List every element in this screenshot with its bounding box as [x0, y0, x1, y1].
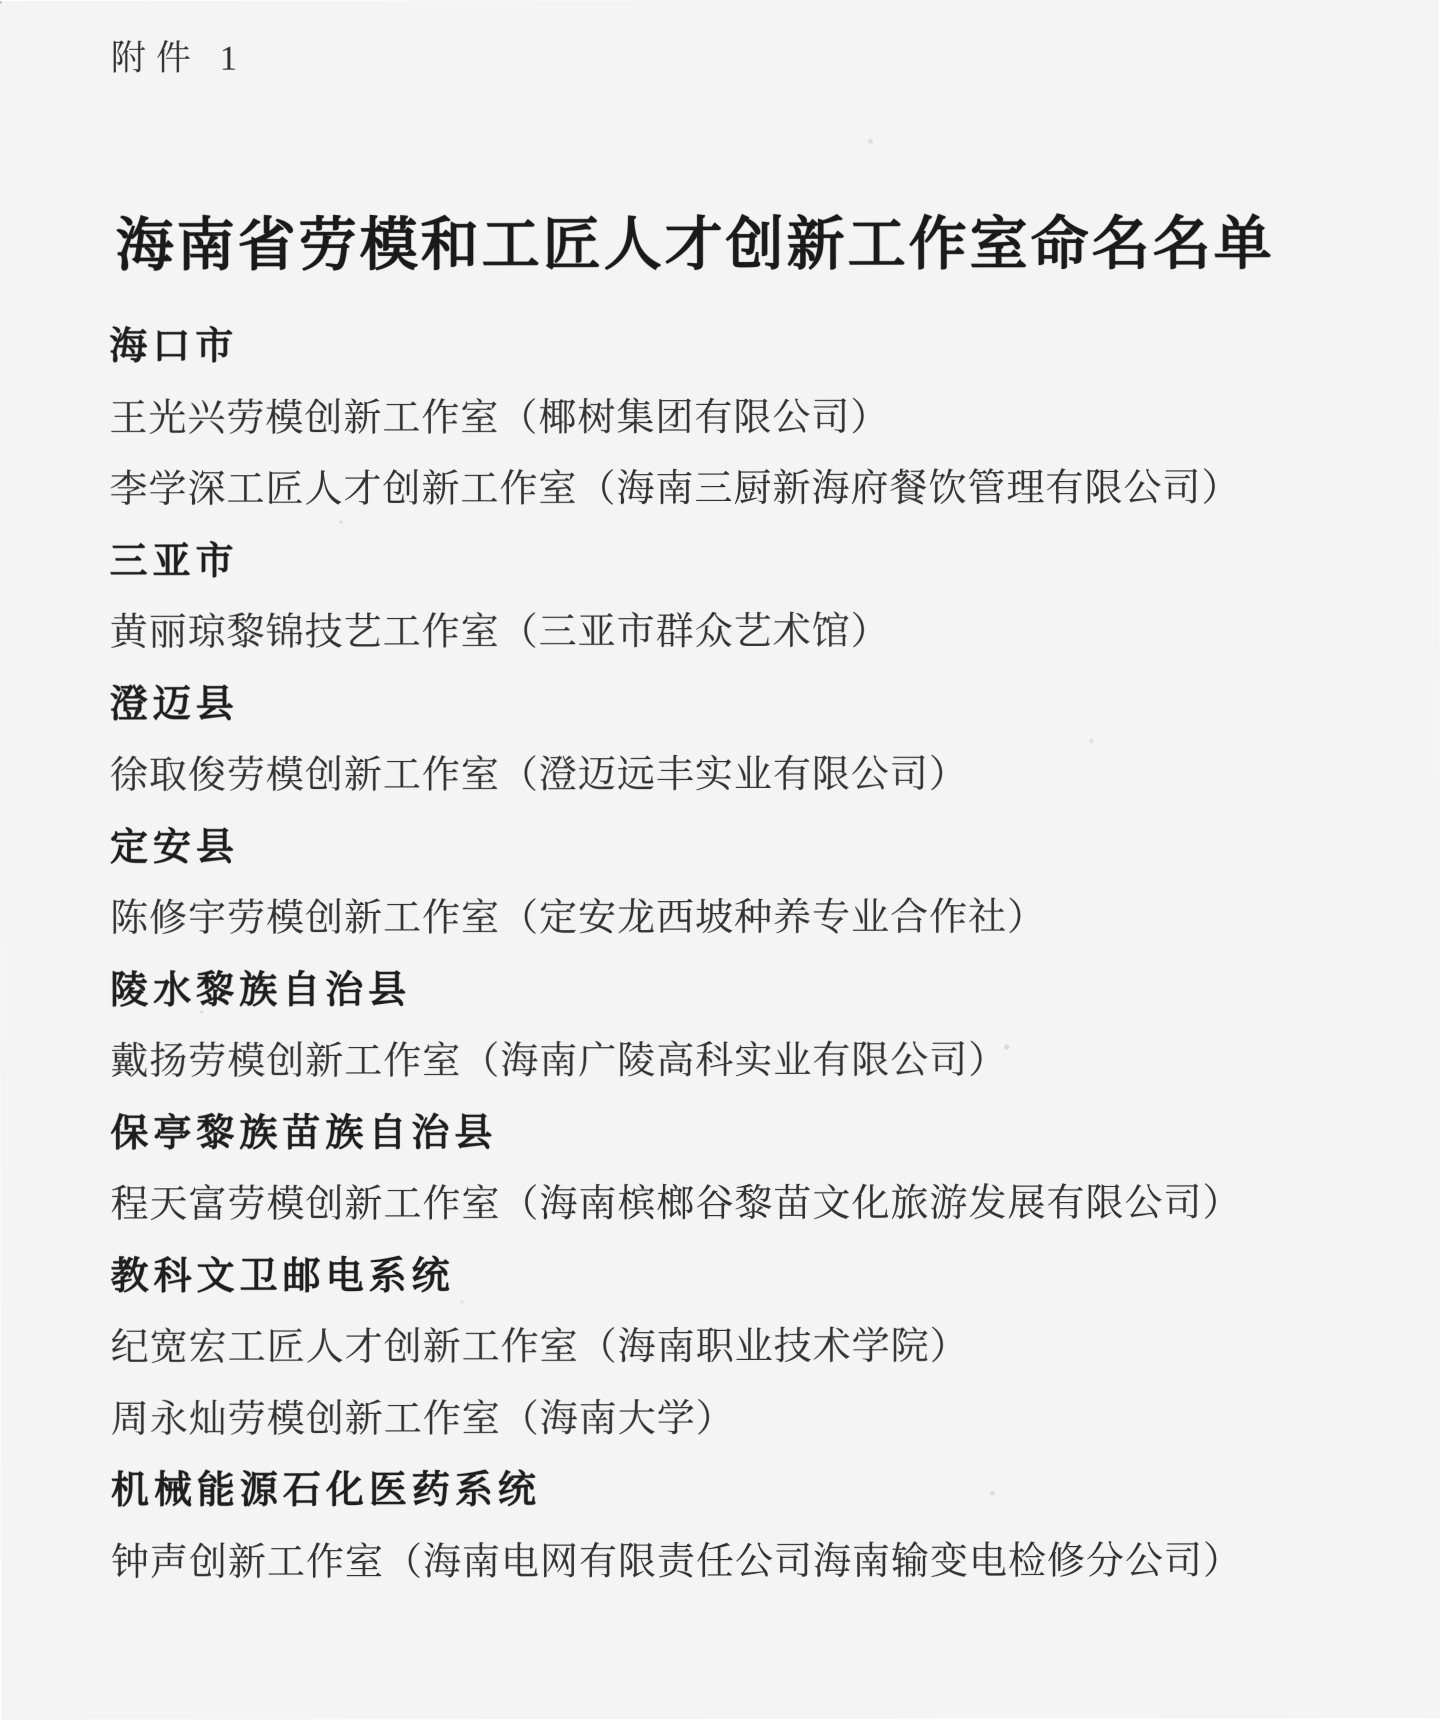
studio-item: 黄丽琼黎锦技艺工作室（三亚市群众艺术馆） — [109, 611, 890, 655]
scan-noise-specks — [0, 1, 2, 4]
studio-item: 徐取俊劳模创新工作室（澄迈远丰实业有限公司） — [109, 753, 968, 798]
section-header-machinery-energy-system: 机械能源石化医药系统 — [110, 1469, 541, 1513]
section-header-haikou: 海口市 — [109, 325, 239, 369]
studio-item: 李学深工匠人才创新工作室（海南三厨新海府餐饮管理有限公司） — [109, 467, 1241, 512]
section-header-education-system: 教科文卫邮电系统 — [110, 1255, 455, 1298]
studio-item: 王光兴劳模创新工作室（椰树集团有限公司） — [109, 396, 890, 440]
studio-item: 戴扬劳模创新工作室（海南广陵高科实业有限公司） — [110, 1039, 1008, 1084]
section-header-baoting: 保亭黎族苗族自治县 — [110, 1112, 498, 1155]
section-header-lingshui: 陵水黎族自治县 — [110, 969, 412, 1012]
section-header-dingan: 定安县 — [109, 826, 240, 869]
studio-item: 钟声创新工作室（海南电网有限责任公司海南输变电检修分公司） — [110, 1540, 1243, 1584]
studio-item: 陈修宇劳模创新工作室（定安龙西坡种养专业合作社） — [110, 896, 1047, 941]
workstudio-list — [109, 305, 1381, 1594]
section-header-sanya: 三亚市 — [109, 540, 239, 583]
studio-item: 程天富劳模创新工作室（海南槟榔谷黎苗文化旅游发展有限公司） — [110, 1182, 1242, 1227]
section-header-chengmai: 澄迈县 — [109, 683, 239, 726]
attachment-label: 附件 1 — [110, 38, 248, 78]
studio-item: 纪宽宏工匠人才创新工作室（海南职业技术学院） — [110, 1325, 969, 1370]
document-title: 海南省劳模和工匠人才创新工作室命名名单 — [115, 211, 1275, 278]
studio-item: 周永灿劳模创新工作室（海南大学） — [110, 1397, 735, 1441]
